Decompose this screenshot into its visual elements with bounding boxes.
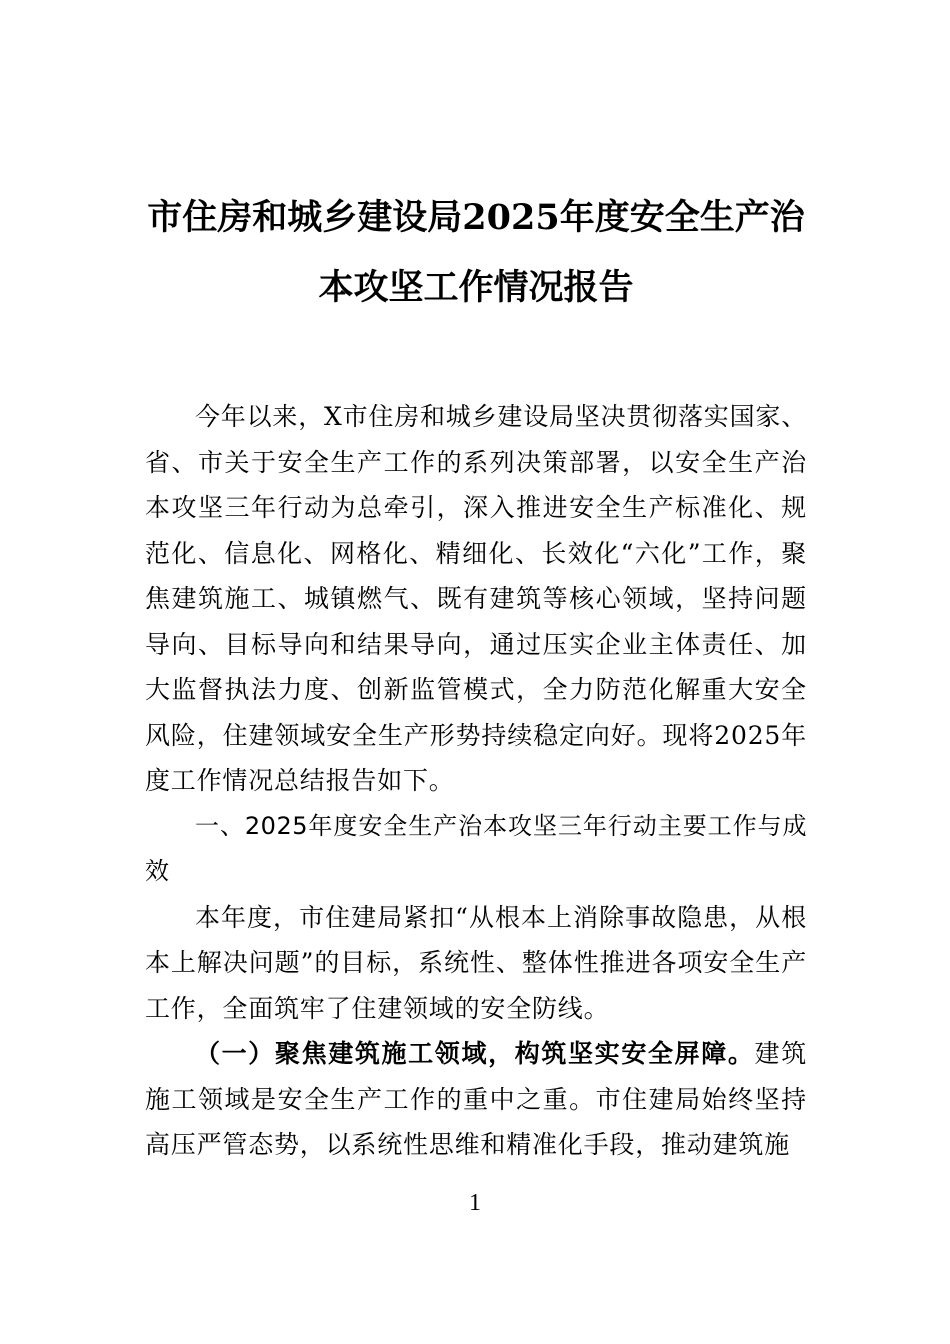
document-title-line-1: 市住房和城乡建设局2025年度安全生产治 [147, 197, 805, 238]
subsection-1-text: 建筑施工领域是安全生产工作的重中之重。市住建局始终坚持高压严管态势，以系统性思维和精准化手段，推动建筑施 [145, 1039, 807, 1159]
intro-paragraph: 今年以来，X市住房和城乡建设局坚决贯彻落实国家、省、市关于安全生产工作的系列决策部署，以安全生产治本攻坚三年行动为总牵引，深入推进安全生产标准化、规范化、信息化、网格化、精细化、长效化“六化”工作，聚焦建筑施工、城镇燃气、既有建筑等核心领域，坚持问题导向、目标导向和结果导向，通过压实企业主体责任、加大监督执法力度、创新监管模式，全力防范化解重大安全风险，住建领域安全生产形势持续稳定向好。现将2025年度工作情况总结报告如下。 [145, 402, 807, 795]
subsection-1-heading: （一）聚焦建筑施工领域，构筑坚实安全屏障。 [195, 1039, 755, 1068]
document-title-line-2: 本攻坚工作情况报告 [318, 267, 634, 308]
section-1-paragraph: 本年度，市住建局紧扣“从根本上消除事故隐患，从根本上解决问题”的目标，系统性、整体性推进各项安全生产工作，全面筑牢了住建领域的安全防线。 [145, 902, 807, 1023]
page-number: 1 [469, 1190, 481, 1216]
document-body [145, 394, 807, 1168]
subsection-1-paragraph [145, 1031, 807, 1168]
section-1-heading: 一、2025年度安全生产治本攻坚三年行动主要工作与成效 [145, 811, 807, 885]
